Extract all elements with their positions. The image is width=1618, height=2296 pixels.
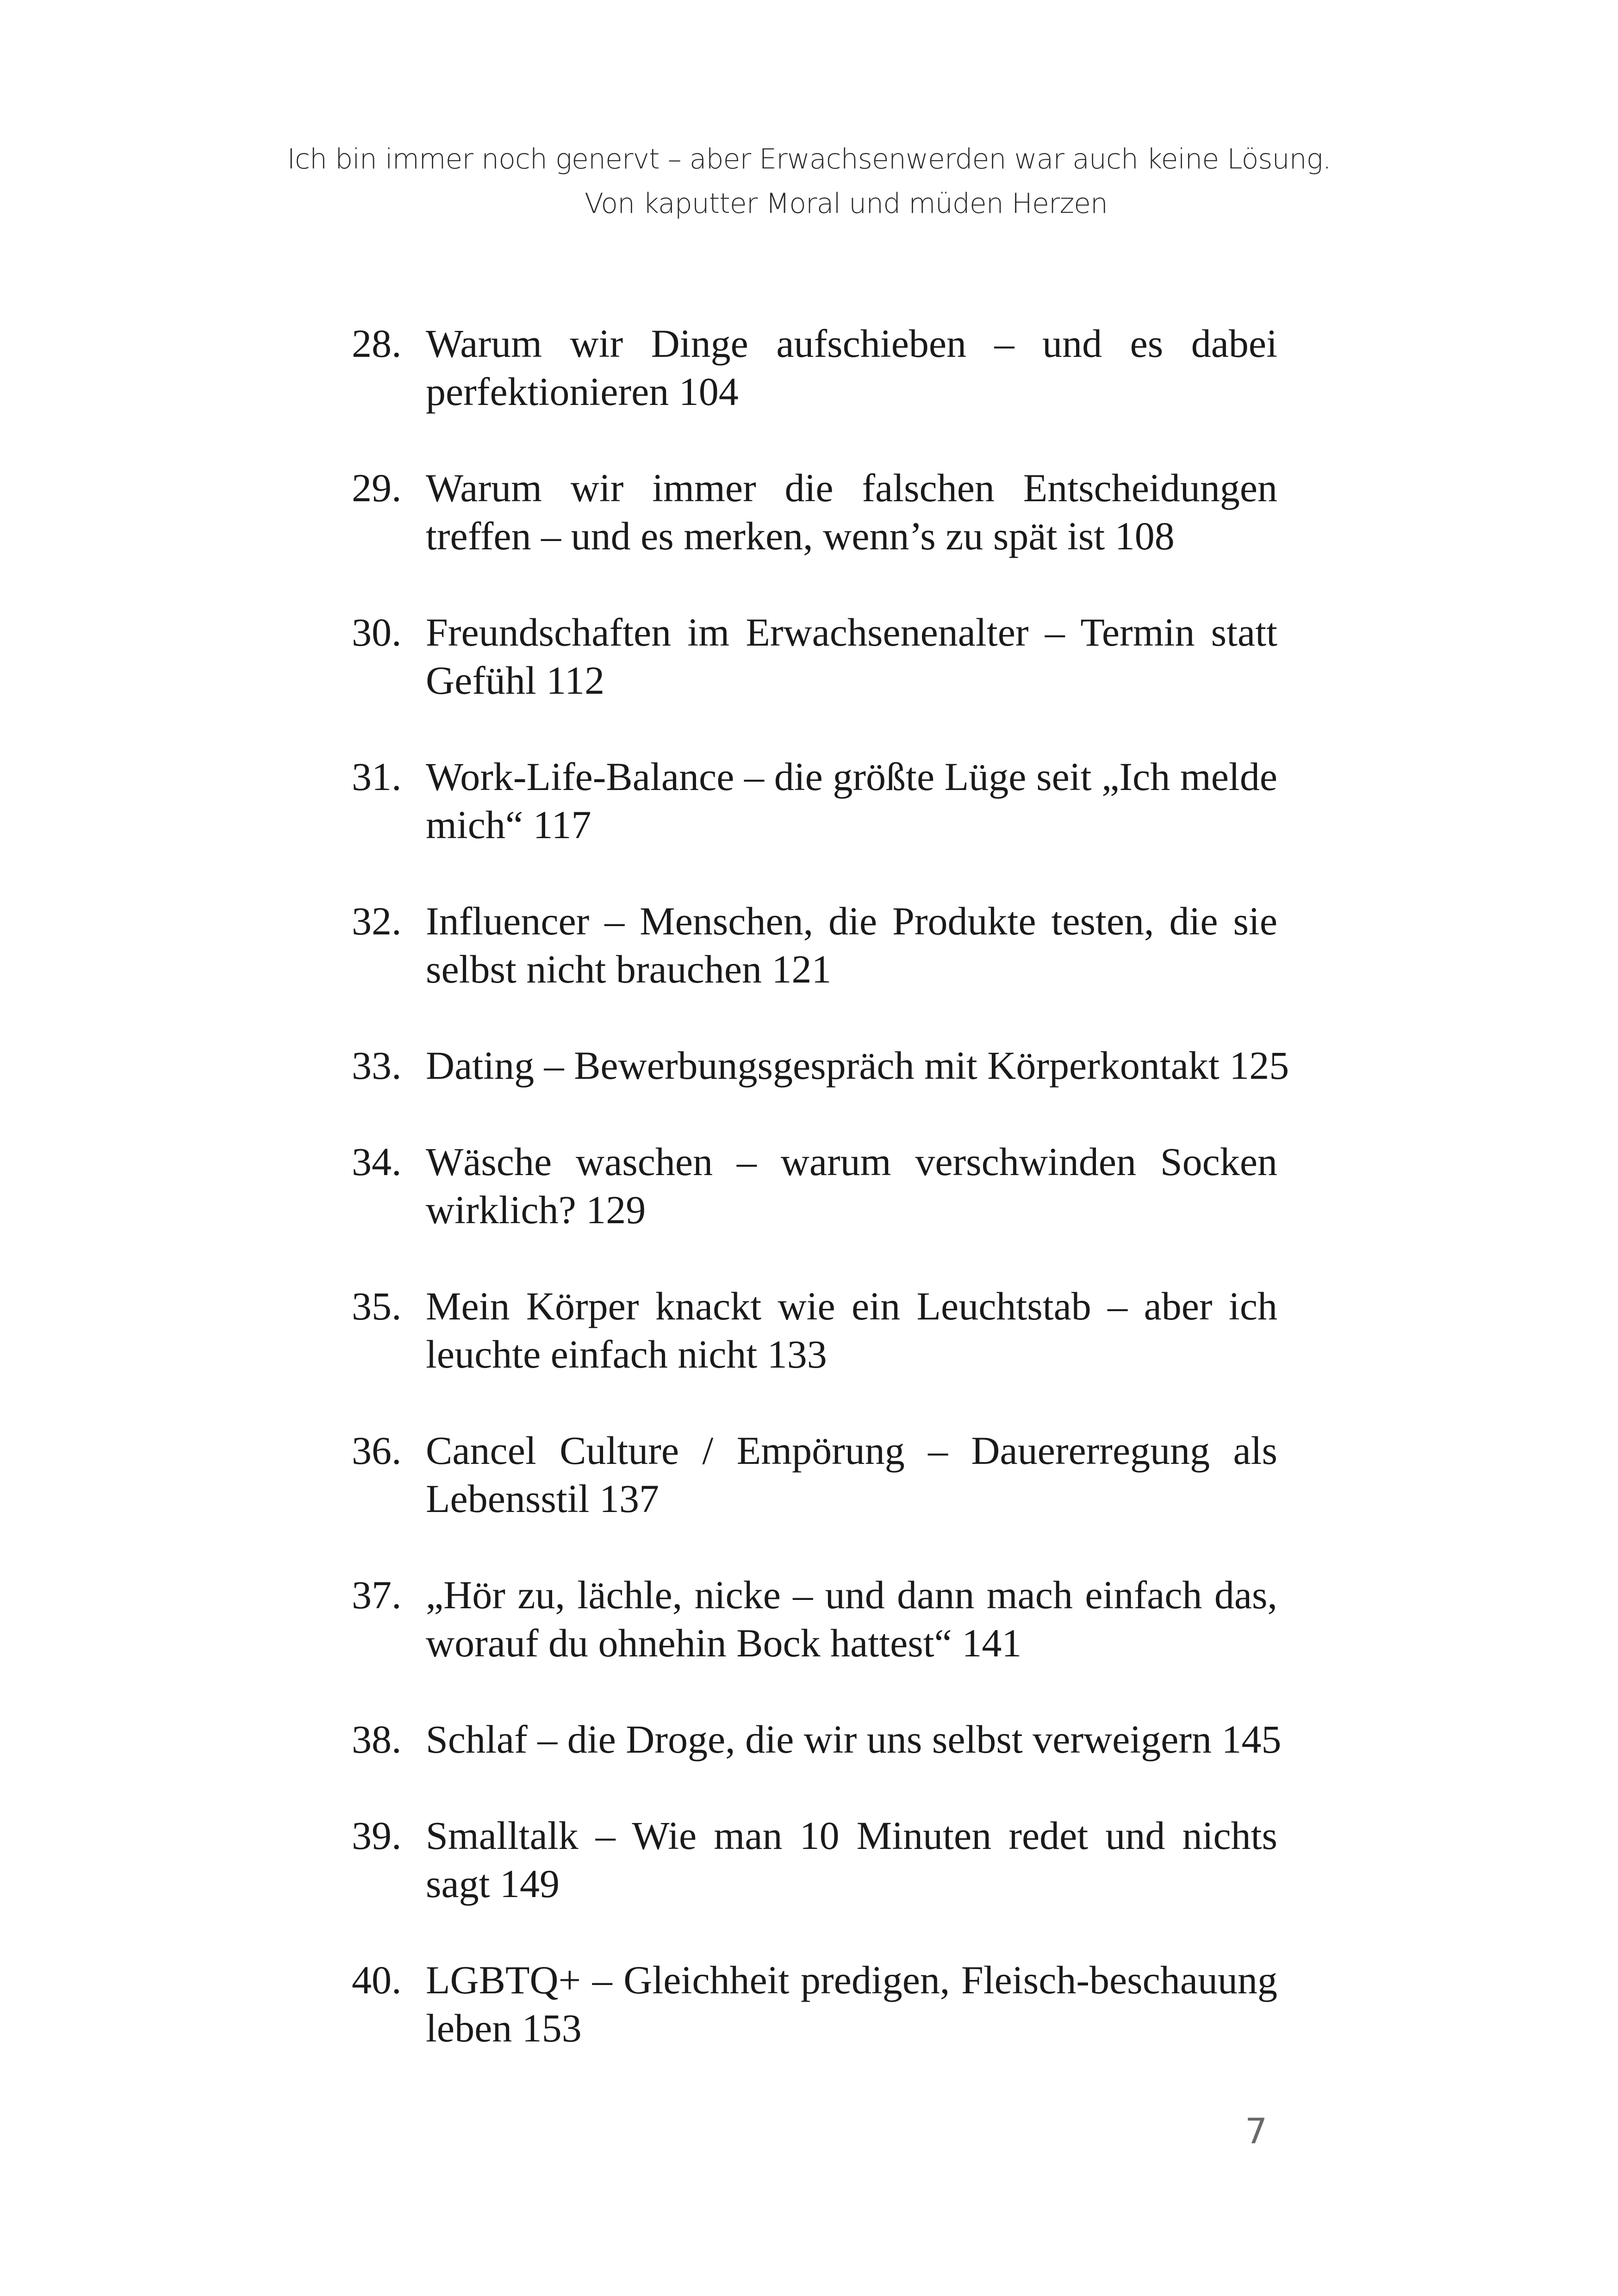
toc-entry-35[interactable] (352, 1282, 1277, 1378)
toc-entry-36[interactable] (352, 1426, 1277, 1523)
toc-entry-title: Influencer – Menschen, die Produkte testen, die sie selbst nicht brauchen 121 (426, 899, 1277, 991)
toc-entry-title: Smalltalk – Wie man 10 Minuten redet und nichts sagt 149 (426, 1813, 1277, 1906)
toc-entry-title: Warum wir Dinge aufschieben – und es dabei perfektionieren 104 (426, 321, 1277, 414)
toc-entry-37[interactable] (352, 1571, 1277, 1667)
toc-entry-39[interactable] (352, 1811, 1277, 1908)
toc-entry-38[interactable] (352, 1715, 1282, 1763)
toc-entry-number: 30. (352, 610, 402, 654)
toc-entry-title: Work-Life-Balance – die größte Lüge seit „Ich melde mich“ 117 (426, 754, 1277, 847)
toc-entry-number: 31. (352, 754, 402, 799)
toc-entry-number: 35. (352, 1284, 402, 1328)
toc-entry-number: 33. (352, 1043, 402, 1088)
toc-entry-number: 34. (352, 1139, 402, 1184)
toc-entry-33[interactable] (352, 1041, 1289, 1089)
toc-entry-title: LGBTQ+ – Gleichheit predigen, Fleisch-beschauung leben 153 (426, 1958, 1277, 2050)
toc-entry-title: Warum wir immer die falschen Entscheidungen treffen – und es merken, wenn’s zu spät ist 108 (426, 466, 1277, 558)
toc-entry-40[interactable] (352, 1956, 1277, 2052)
toc-entry-30[interactable] (352, 608, 1277, 704)
toc-entry-title: „Hör zu, lächle, nicke – und dann mach einfach das, worauf du ohnehin Bock hattest“ 141 (426, 1573, 1277, 1665)
page-number: 7 (1245, 2110, 1268, 2152)
toc-entry-number: 37. (352, 1573, 402, 1617)
toc-entry-title: Cancel Culture / Empörung – Dauererregung als Lebensstil 137 (426, 1428, 1277, 1521)
toc-entry-34[interactable] (352, 1138, 1277, 1234)
running-header-line-1: Ich bin immer noch genervt – aber Erwachsenwerden war auch keine Lösung. (287, 143, 1331, 175)
toc-entry-number: 28. (352, 321, 402, 366)
toc-entry-number: 38. (352, 1717, 402, 1761)
table-of-contents (352, 319, 1289, 2100)
toc-entry-number: 29. (352, 466, 402, 510)
toc-entry-title: Mein Körper knackt wie ein Leuchtstab – aber ich leuchte einfach nicht 133 (426, 1284, 1277, 1376)
toc-entry-title: Dating – Bewerbungsgespräch mit Körperkontakt 125 (426, 1043, 1289, 1088)
toc-entry-number: 39. (352, 1813, 402, 1858)
toc-entry-number: 32. (352, 899, 402, 943)
toc-entry-32[interactable] (352, 897, 1277, 993)
toc-entry-number: 36. (352, 1428, 402, 1473)
toc-entry-title: Freundschaften im Erwachsenenalter – Termin statt Gefühl 112 (426, 610, 1277, 703)
toc-entry-title: Schlaf – die Droge, die wir uns selbst verweigern 145 (426, 1717, 1282, 1761)
toc-entry-28[interactable] (352, 319, 1277, 416)
toc-entry-31[interactable] (352, 753, 1277, 849)
running-header (0, 137, 1618, 226)
toc-entry-29[interactable] (352, 464, 1277, 560)
toc-entry-title: Wäsche waschen – warum verschwinden Socken wirklich? 129 (426, 1139, 1277, 1232)
running-header-line-2: Von kaputter Moral und müden Herzen (584, 187, 1108, 220)
toc-entry-number: 40. (352, 1958, 402, 2002)
